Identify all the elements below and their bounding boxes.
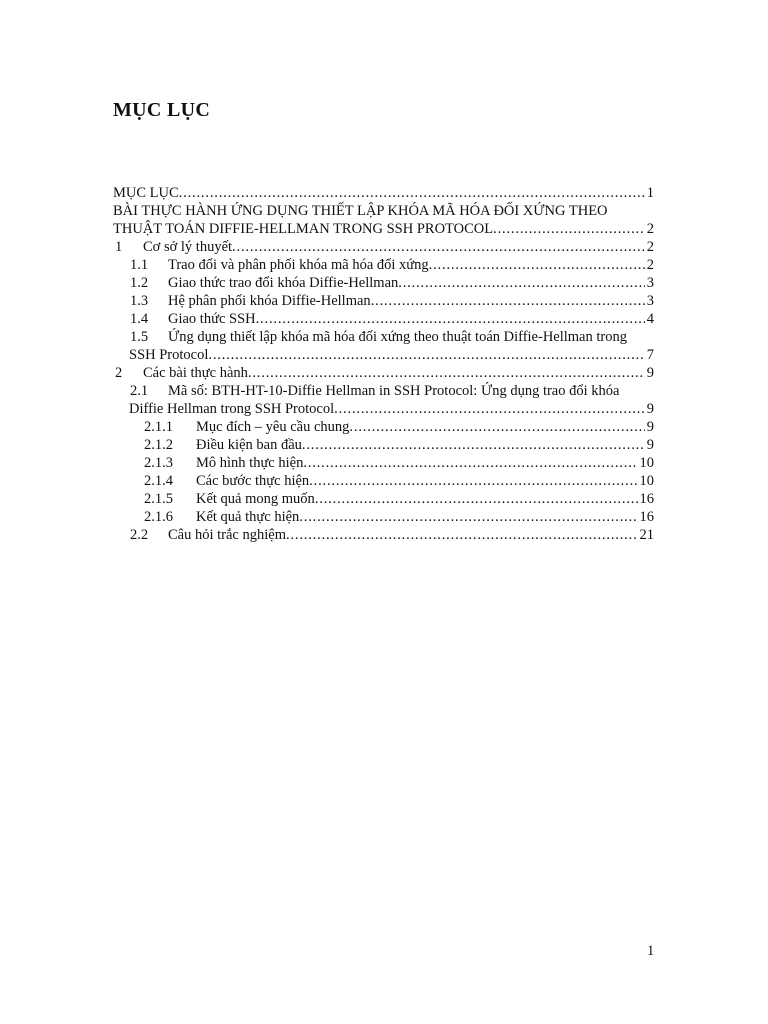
toc-title-line1: Ứng dụng thiết lập khóa mã hóa đối xứng theo thuật toán Diffie-Hellman trong [168, 329, 627, 345]
toc-entry[interactable] [113, 490, 654, 508]
toc-page: 21 [639, 527, 654, 543]
leader-dots [315, 490, 638, 508]
toc-title: Các bài thực hành [143, 365, 248, 381]
toc-number: 1.5 [130, 329, 149, 345]
toc-page: 9 [646, 365, 654, 381]
toc-entry[interactable] [113, 418, 654, 436]
leader-dots [349, 418, 644, 436]
toc-title-line1: BÀI THỰC HÀNH ỨNG DỤNG THIẾT LẬP KHÓA MÃ HÓA ĐỐI XỨNG THEO [113, 203, 608, 219]
toc-title: Mô hình thực hiện [196, 455, 304, 471]
leader-dots [248, 364, 645, 382]
toc-title: SSH Protocol [129, 347, 209, 363]
toc-number: 2.1 [130, 383, 149, 399]
toc-title: Mục đích – yêu cầu chung [196, 419, 350, 435]
toc-entry[interactable] [113, 238, 654, 256]
toc-number: 1 [115, 239, 123, 255]
toc-number: 2.1.3 [144, 455, 173, 471]
leader-dots [208, 346, 644, 364]
toc-page: 7 [646, 347, 654, 363]
leader-dots [256, 310, 645, 328]
toc-number: 2.1.1 [144, 419, 173, 435]
toc-number: 2.1.2 [144, 437, 173, 453]
toc-number: 2.1.5 [144, 491, 173, 507]
toc-number: 2 [115, 365, 123, 381]
leader-dots [398, 274, 644, 292]
toc-entry[interactable] [113, 184, 654, 202]
toc-title: MỤC LỤC [113, 185, 179, 201]
toc-entry[interactable] [113, 436, 654, 454]
toc-number: 2.1.4 [144, 473, 173, 489]
leader-dots [302, 436, 645, 454]
leader-dots [309, 472, 637, 490]
leader-dots [232, 238, 645, 256]
toc-entry[interactable] [113, 274, 654, 292]
leader-dots [493, 220, 645, 238]
toc-title-line1: Mã số: BTH-HT-10-Diffie Hellman in SSH Protocol: Ứng dụng trao đổi khóa [168, 383, 620, 399]
toc-number: 1.4 [130, 311, 149, 327]
page-number: 1 [647, 943, 655, 959]
toc-page: 9 [646, 401, 654, 417]
leader-dots [334, 400, 645, 418]
toc-number: 1.2 [130, 275, 149, 291]
table-of-contents [113, 184, 654, 544]
toc-entry[interactable] [113, 328, 654, 364]
toc-entry[interactable] [113, 364, 654, 382]
toc-page: 2 [646, 221, 654, 237]
toc-entry[interactable] [113, 472, 654, 490]
toc-title: Điều kiện ban đầu [196, 437, 302, 453]
toc-page: 10 [639, 473, 654, 489]
toc-page: 9 [646, 437, 654, 453]
toc-page: 2 [646, 257, 654, 273]
toc-page: 10 [639, 455, 654, 471]
toc-page: 16 [639, 509, 654, 525]
leader-dots [371, 292, 645, 310]
toc-number: 1.3 [130, 293, 149, 309]
toc-page: 4 [646, 311, 654, 327]
toc-title: Trao đổi và phân phối khóa mã hóa đối xứng [168, 257, 429, 273]
toc-page: 2 [646, 239, 654, 255]
toc-title: THUẬT TOÁN DIFFIE-HELLMAN TRONG SSH PROTOCOL [113, 221, 494, 237]
toc-entry[interactable] [113, 454, 654, 472]
toc-entry[interactable] [113, 382, 654, 418]
toc-title: Kết quả thực hiện [196, 509, 300, 525]
toc-number: 1.1 [130, 257, 149, 273]
toc-entry[interactable] [113, 256, 654, 274]
toc-page: 9 [646, 419, 654, 435]
toc-entry[interactable] [113, 508, 654, 526]
toc-title: Giao thức trao đổi khóa Diffie-Hellman [168, 275, 399, 291]
toc-title: Diffie Hellman trong SSH Protocol [129, 401, 335, 417]
toc-page: 3 [646, 293, 654, 309]
toc-title: Giao thức SSH [168, 311, 256, 327]
toc-number: 2.2 [130, 527, 149, 543]
page-title: MỤC LỤC [113, 99, 211, 121]
toc-page: 16 [639, 491, 654, 507]
leader-dots [179, 184, 645, 202]
leader-dots [429, 256, 645, 274]
toc-page: 3 [646, 275, 654, 291]
leader-dots [299, 508, 637, 526]
toc-title: Hệ phân phối khóa Diffie-Hellman [168, 293, 371, 309]
toc-entry[interactable] [113, 292, 654, 310]
toc-page: 1 [646, 185, 654, 201]
toc-title: Kết quả mong muốn [196, 491, 315, 507]
toc-title: Các bước thực hiện [196, 473, 310, 489]
toc-title: Câu hỏi trắc nghiệm [168, 527, 286, 543]
leader-dots [303, 454, 637, 472]
toc-number: 2.1.6 [144, 509, 173, 525]
toc-title: Cơ sở lý thuyết [143, 239, 233, 255]
toc-entry[interactable] [113, 202, 654, 238]
toc-entry[interactable] [113, 310, 654, 328]
leader-dots [286, 526, 638, 544]
toc-entry[interactable] [113, 526, 654, 544]
